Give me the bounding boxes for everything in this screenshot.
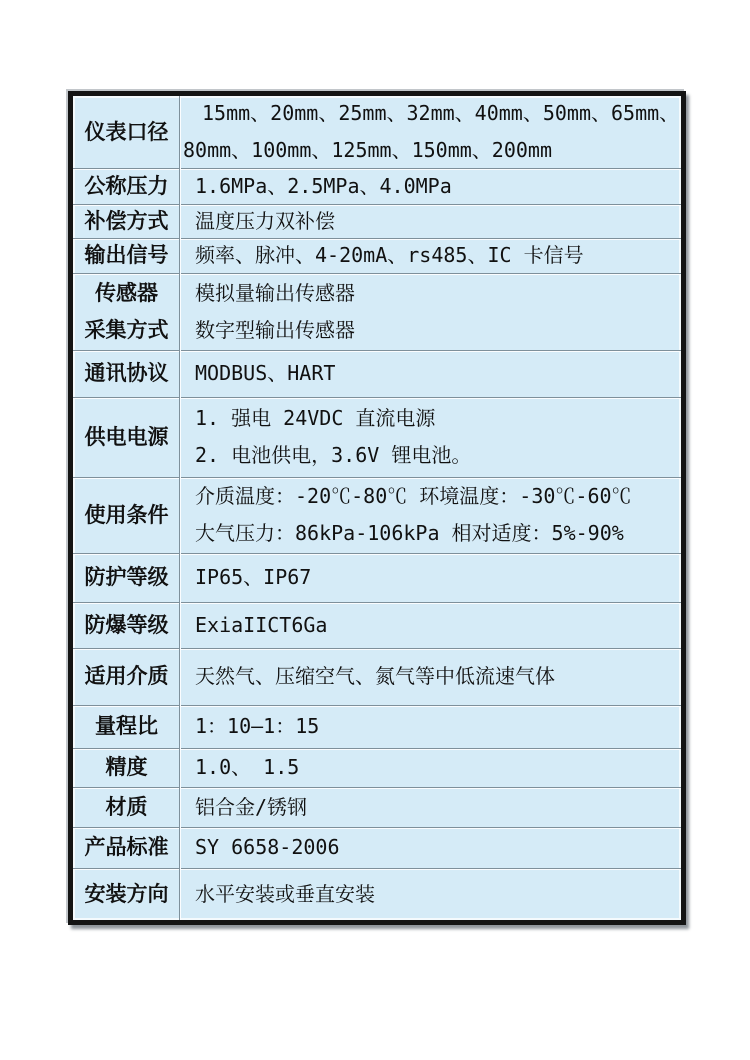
row-label-line: 防爆等级 [84,613,169,637]
row-label [73,748,180,787]
row-label [73,168,180,204]
row-label [73,602,180,648]
row-label-line: 仪表口径 [84,120,169,144]
row-value-line: 1：10—1：15 [195,714,320,738]
row-value-line: 1.6MPa、2.5MPa、4.0MPa [195,173,452,198]
row-label [73,787,180,827]
spec-row [73,602,681,648]
row-value [180,868,681,920]
row-value-line: 1.0、 1.5 [195,755,300,779]
row-value [180,648,681,705]
spec-row [73,705,681,748]
spec-row [73,553,681,602]
row-label [73,350,180,397]
row-value-line: 80mm、100mm、125mm、150mm、200mm [183,138,552,162]
row-label [73,827,180,868]
spec-row [73,827,681,868]
row-label-line: 使用条件 [84,503,169,527]
row-value [180,477,681,553]
row-value-line: 天然气、压缩空气、氮气等中低流速气体 [195,664,555,688]
row-label-line: 量程比 [95,715,158,738]
row-label [73,397,180,477]
row-value [180,827,681,868]
row-label-line: 适用介质 [84,665,169,688]
row-value-line: SY 6658-2006 [195,835,340,859]
row-value-line: ExiaIICT6Ga [195,612,328,637]
row-value [180,273,681,350]
row-label [73,868,180,920]
row-value [180,602,681,648]
row-label-line: 供电电源 [84,425,169,449]
row-label-line: 防护等级 [84,566,169,589]
row-value-line: 介质温度：-20℃-80℃ 环境温度：-30℃-60℃ [195,484,632,508]
spec-row [73,397,681,477]
row-value-line: 水平安装或垂直安装 [195,881,375,906]
row-label-line: 输出信号 [84,244,169,267]
spec-row [73,238,681,273]
row-value-line: MODBUS、HART [195,361,336,385]
row-label-line: 通讯协议 [84,362,169,385]
row-value-line: IP65、IP67 [195,565,312,589]
row-value-line: 铝合金/锈钢 [195,794,308,819]
row-label [73,705,180,748]
row-value [180,204,681,238]
row-label [73,238,180,273]
row-value [180,787,681,827]
row-value [180,553,681,602]
spec-row [73,96,681,168]
spec-row [73,748,681,787]
spec-row [73,168,681,204]
row-label [73,477,180,553]
row-value [180,748,681,787]
spec-row [73,648,681,705]
spec-row [73,273,681,350]
row-label-line: 采集方式 [84,318,169,342]
row-value-line: 15mm、20mm、25mm、32mm、40mm、50mm、65mm、 [202,101,680,125]
spec-row [73,204,681,238]
row-value [180,350,681,397]
row-label-line: 公称压力 [84,174,169,198]
specification-table [68,91,686,925]
row-label [73,273,180,350]
row-value-line: 1. 强电 24VDC 直流电源 [195,406,436,430]
row-label-line: 安装方向 [84,882,169,906]
row-value [180,96,685,168]
row-value-line: 2. 电池供电，3.6V 锂电池。 [195,443,472,467]
spec-row [73,868,681,920]
row-label-line: 补偿方式 [84,209,169,233]
row-label [73,96,180,168]
row-value [180,705,681,748]
row-value [180,238,681,273]
row-value-line: 温度压力双补偿 [195,208,335,233]
row-label-line: 产品标准 [84,836,169,859]
row-label [73,648,180,705]
row-value-line: 数字型输出传感器 [195,317,355,342]
row-label-line: 传感器 [95,281,158,305]
row-label [73,553,180,602]
row-value-line: 模拟量输出传感器 [195,280,355,305]
row-value [180,168,681,204]
row-value-line: 大气压力：86kPa-106kPa 相对适度：5%-90% [195,521,624,545]
row-label-line: 精度 [105,756,148,779]
row-value-line: 频率、脉冲、4-20mA、rs485、IC 卡信号 [195,243,584,267]
row-label [73,204,180,238]
row-value [180,397,681,477]
row-label-line: 材质 [105,795,148,819]
spec-row [73,350,681,397]
spec-row [73,477,681,553]
spec-row [73,787,681,827]
